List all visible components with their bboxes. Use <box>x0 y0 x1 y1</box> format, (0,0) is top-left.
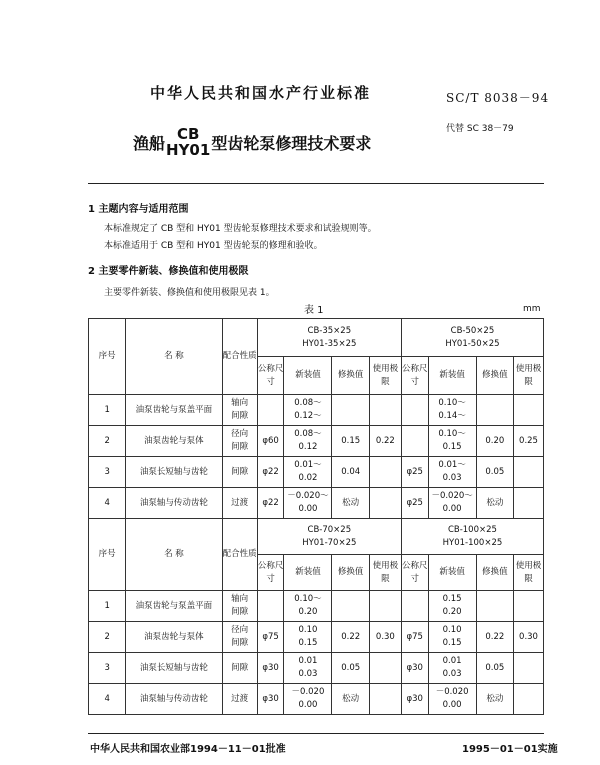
header-replace: 修换值 <box>332 555 369 591</box>
fit-line-2: 间隙 <box>231 442 249 452</box>
table-row <box>89 488 544 519</box>
cell-size: φ30 <box>257 684 284 715</box>
fit-line-1: 径向 <box>231 625 249 635</box>
header-name: 名 称 <box>126 319 222 395</box>
cell-replace: 松动 <box>476 488 513 519</box>
section-1-paragraph-1: 本标准规定了 CB 型和 HY01 型齿轮泵修理技术要求和试验规则等。 <box>104 224 377 234</box>
fit-line-1: 过渡 <box>231 497 249 508</box>
new-line-2: 0.00 <box>442 504 462 514</box>
cell-size <box>257 591 284 622</box>
fit-line-1: 间隙 <box>231 466 249 477</box>
cell-new <box>284 591 332 622</box>
new-line-2: 0.00 <box>298 700 318 710</box>
cell-replace: 松动 <box>332 684 369 715</box>
cell-replace <box>332 395 369 426</box>
cell-size: φ25 <box>401 457 428 488</box>
new-line-2: 0.02 <box>298 473 318 483</box>
header-replace: 修换值 <box>332 357 369 395</box>
header-limit: 使用极限 <box>514 555 544 591</box>
header-fit: 配合性质 <box>222 319 257 395</box>
new-line-1: 0.10～ <box>438 398 466 408</box>
cell-size: φ75 <box>257 622 284 653</box>
header-limit: 使用极限 <box>369 555 401 591</box>
new-line-1: 0.08～ <box>294 398 322 408</box>
cell-fit <box>222 684 257 715</box>
cell-new <box>428 426 476 457</box>
header-limit: 使用极限 <box>514 357 544 395</box>
replaces-note: 代替 SC 38－79 <box>446 124 514 134</box>
cell-replace: 0.20 <box>476 426 513 457</box>
header-limit: 使用极限 <box>369 357 401 395</box>
section-2-paragraph-1: 主要零件新装、修换值和使用极限见表 1。 <box>104 288 275 298</box>
cell-size <box>401 395 428 426</box>
new-line-1: 0.10 <box>442 625 462 635</box>
cell-new <box>284 653 332 684</box>
cell-fit <box>222 488 257 519</box>
group-1-model-cb: CB-35×25 <box>307 325 352 336</box>
fit-line-1: 轴向 <box>231 594 249 604</box>
table-row <box>89 395 544 426</box>
new-line-1: 0.10～ <box>438 429 466 439</box>
cell-fit <box>222 653 257 684</box>
group-1-header <box>257 319 401 357</box>
title-suffix: 型齿轮泵修理技术要求 <box>211 133 372 153</box>
title-model-stack <box>166 126 210 158</box>
header-size: 公称尺寸 <box>257 357 284 395</box>
cell-size: φ30 <box>257 653 284 684</box>
table-row <box>89 426 544 457</box>
new-line-2: 0.20 <box>298 607 318 617</box>
cell-replace: 松动 <box>332 488 369 519</box>
group-2-header <box>401 319 543 357</box>
cell-size: φ22 <box>257 457 284 488</box>
cell-no: 3 <box>89 457 126 488</box>
cell-size: φ60 <box>257 426 284 457</box>
header-replace: 修换值 <box>476 555 513 591</box>
header-no: 序号 <box>89 319 126 395</box>
cell-no: 3 <box>89 653 126 684</box>
group-2-model-cb: CB-100×25 <box>447 524 497 535</box>
cell-size: φ22 <box>257 488 284 519</box>
group-2-header <box>401 519 543 555</box>
header-name: 名 称 <box>126 519 222 591</box>
cell-size <box>401 591 428 622</box>
cell-name: 油泵齿轮与泵盖平面 <box>126 591 222 622</box>
cell-size <box>401 426 428 457</box>
cell-new <box>428 395 476 426</box>
cell-no: 1 <box>89 395 126 426</box>
new-line-1: 0.10～ <box>294 594 322 604</box>
cell-limit <box>514 488 544 519</box>
new-line-1: －0.020 <box>435 687 469 697</box>
new-line-2: 0.00 <box>298 504 318 514</box>
new-line-1: 0.01 <box>442 656 462 666</box>
cell-size: φ30 <box>401 684 428 715</box>
cell-fit <box>222 426 257 457</box>
table-caption: 表 1 <box>304 305 324 316</box>
header-new: 新装值 <box>284 357 332 395</box>
cell-no: 2 <box>89 426 126 457</box>
cell-limit: 0.30 <box>514 622 544 653</box>
cell-name: 油泵长短轴与齿轮 <box>126 457 222 488</box>
cell-replace <box>476 591 513 622</box>
cell-new <box>284 457 332 488</box>
cell-limit <box>514 395 544 426</box>
fit-line-1: 径向 <box>231 429 249 439</box>
group-2-model-hy: HY01-100×25 <box>442 537 503 548</box>
new-line-1: －0.020 <box>291 687 325 697</box>
group-2-model-hy: HY01-50×25 <box>445 338 500 349</box>
header-divider <box>88 183 544 184</box>
title-model-bottom: HY01 <box>166 141 211 159</box>
cell-new <box>284 395 332 426</box>
group-1-model-cb: CB-70×25 <box>307 524 352 535</box>
cell-new <box>428 622 476 653</box>
header-new: 新装值 <box>284 555 332 591</box>
header-new: 新装值 <box>428 357 476 395</box>
cell-limit: 0.25 <box>514 426 544 457</box>
cell-name: 油泵长短轴与齿轮 <box>126 653 222 684</box>
cell-size: φ30 <box>401 653 428 684</box>
header-no: 序号 <box>89 519 126 591</box>
new-line-2: 0.12 <box>298 442 318 452</box>
cell-replace: 0.22 <box>332 622 369 653</box>
cell-limit <box>369 591 401 622</box>
cell-replace: 0.15 <box>332 426 369 457</box>
new-line-2: 0.12～ <box>294 411 322 421</box>
new-line-1: 0.01～ <box>438 460 466 470</box>
header-size: 公称尺寸 <box>257 555 284 591</box>
new-line-2: 0.20 <box>442 607 462 617</box>
cell-limit: 0.30 <box>369 622 401 653</box>
table-row <box>89 684 544 715</box>
section-2-heading: 2 主要零件新装、修换值和使用极限 <box>88 266 249 277</box>
new-line-1: －0.020～ <box>287 491 329 501</box>
parts-table-bottom <box>88 518 544 715</box>
fit-line-1: 间隙 <box>231 662 249 673</box>
cell-fit <box>222 457 257 488</box>
fit-line-1: 过渡 <box>231 693 249 704</box>
cell-limit <box>369 653 401 684</box>
cell-no: 2 <box>89 622 126 653</box>
approval-note: 中华人民共和国农业部1994－11－01批准 <box>90 744 286 755</box>
header-new: 新装值 <box>428 555 476 591</box>
parts-table-top <box>88 318 544 519</box>
cell-limit <box>369 488 401 519</box>
cell-replace: 0.05 <box>476 653 513 684</box>
footer-divider <box>88 733 544 734</box>
standard-category-title: 中华人民共和国水产行业标准 <box>150 84 372 102</box>
cell-fit <box>222 395 257 426</box>
header-replace: 修换值 <box>476 357 513 395</box>
section-1-paragraph-2: 本标准适用于 CB 型和 HY01 型齿轮泵的修理和验收。 <box>104 241 323 251</box>
cell-new <box>284 622 332 653</box>
new-line-1: 0.01～ <box>294 460 322 470</box>
cell-new <box>284 488 332 519</box>
new-line-2: 0.15 <box>442 638 462 648</box>
cell-new <box>428 457 476 488</box>
cell-replace: 0.22 <box>476 622 513 653</box>
cell-limit <box>514 653 544 684</box>
cell-limit <box>514 457 544 488</box>
new-line-1: 0.01 <box>298 656 318 666</box>
header-size: 公称尺寸 <box>401 357 428 395</box>
title-model-top: CB <box>176 125 200 143</box>
cell-fit <box>222 591 257 622</box>
document-title <box>133 126 371 158</box>
cell-name: 油泵齿轮与泵体 <box>126 426 222 457</box>
cell-new <box>284 684 332 715</box>
cell-replace: 松动 <box>476 684 513 715</box>
new-line-2: 0.03 <box>442 669 462 679</box>
new-line-2: 0.15 <box>442 442 462 452</box>
cell-no: 4 <box>89 684 126 715</box>
cell-replace <box>332 591 369 622</box>
cell-new <box>428 488 476 519</box>
section-1-heading: 1 主题内容与适用范围 <box>88 204 189 215</box>
standard-code: SC/T 8038－94 <box>446 91 550 105</box>
fit-line-2: 间隙 <box>231 607 249 617</box>
header-fit: 配合性质 <box>222 519 257 591</box>
table-row <box>89 653 544 684</box>
new-line-1: 0.08～ <box>294 429 322 439</box>
new-line-1: －0.020～ <box>431 491 473 501</box>
cell-limit <box>514 684 544 715</box>
new-line-2: 0.03 <box>298 669 318 679</box>
new-line-2: 0.14～ <box>438 411 466 421</box>
cell-no: 1 <box>89 591 126 622</box>
new-line-2: 0.15 <box>298 638 318 648</box>
new-line-1: 0.15 <box>442 594 462 604</box>
cell-limit <box>514 591 544 622</box>
table-row <box>89 622 544 653</box>
cell-replace <box>476 395 513 426</box>
new-line-2: 0.00 <box>442 700 462 710</box>
cell-name: 油泵齿轮与泵盖平面 <box>126 395 222 426</box>
cell-replace: 0.04 <box>332 457 369 488</box>
cell-new <box>428 653 476 684</box>
new-line-1: 0.10 <box>298 625 318 635</box>
fit-line-1: 轴向 <box>231 398 249 408</box>
group-1-model-hy: HY01-70×25 <box>302 537 357 548</box>
table-row <box>89 457 544 488</box>
cell-limit <box>369 457 401 488</box>
cell-limit <box>369 684 401 715</box>
cell-replace: 0.05 <box>476 457 513 488</box>
cell-name: 油泵齿轮与泵体 <box>126 622 222 653</box>
cell-name: 油泵轴与传动齿轮 <box>126 488 222 519</box>
cell-size: φ25 <box>401 488 428 519</box>
cell-new <box>428 591 476 622</box>
header-size: 公称尺寸 <box>401 555 428 591</box>
cell-size: φ75 <box>401 622 428 653</box>
table-row <box>89 591 544 622</box>
cell-name: 油泵轴与传动齿轮 <box>126 684 222 715</box>
cell-limit: 0.22 <box>369 426 401 457</box>
cell-new <box>284 426 332 457</box>
cell-new <box>428 684 476 715</box>
fit-line-2: 间隙 <box>231 411 249 421</box>
table-unit: mm <box>523 304 541 314</box>
title-prefix: 渔船 <box>133 133 166 153</box>
group-2-model-cb: CB-50×25 <box>450 325 495 336</box>
cell-replace: 0.05 <box>332 653 369 684</box>
cell-no: 4 <box>89 488 126 519</box>
new-line-2: 0.03 <box>442 473 462 483</box>
group-1-header <box>257 519 401 555</box>
group-1-model-hy: HY01-35×25 <box>302 338 357 349</box>
cell-fit <box>222 622 257 653</box>
fit-line-2: 间隙 <box>231 638 249 648</box>
cell-size <box>257 395 284 426</box>
cell-limit <box>369 395 401 426</box>
effective-date: 1995－01－01实施 <box>462 744 558 755</box>
